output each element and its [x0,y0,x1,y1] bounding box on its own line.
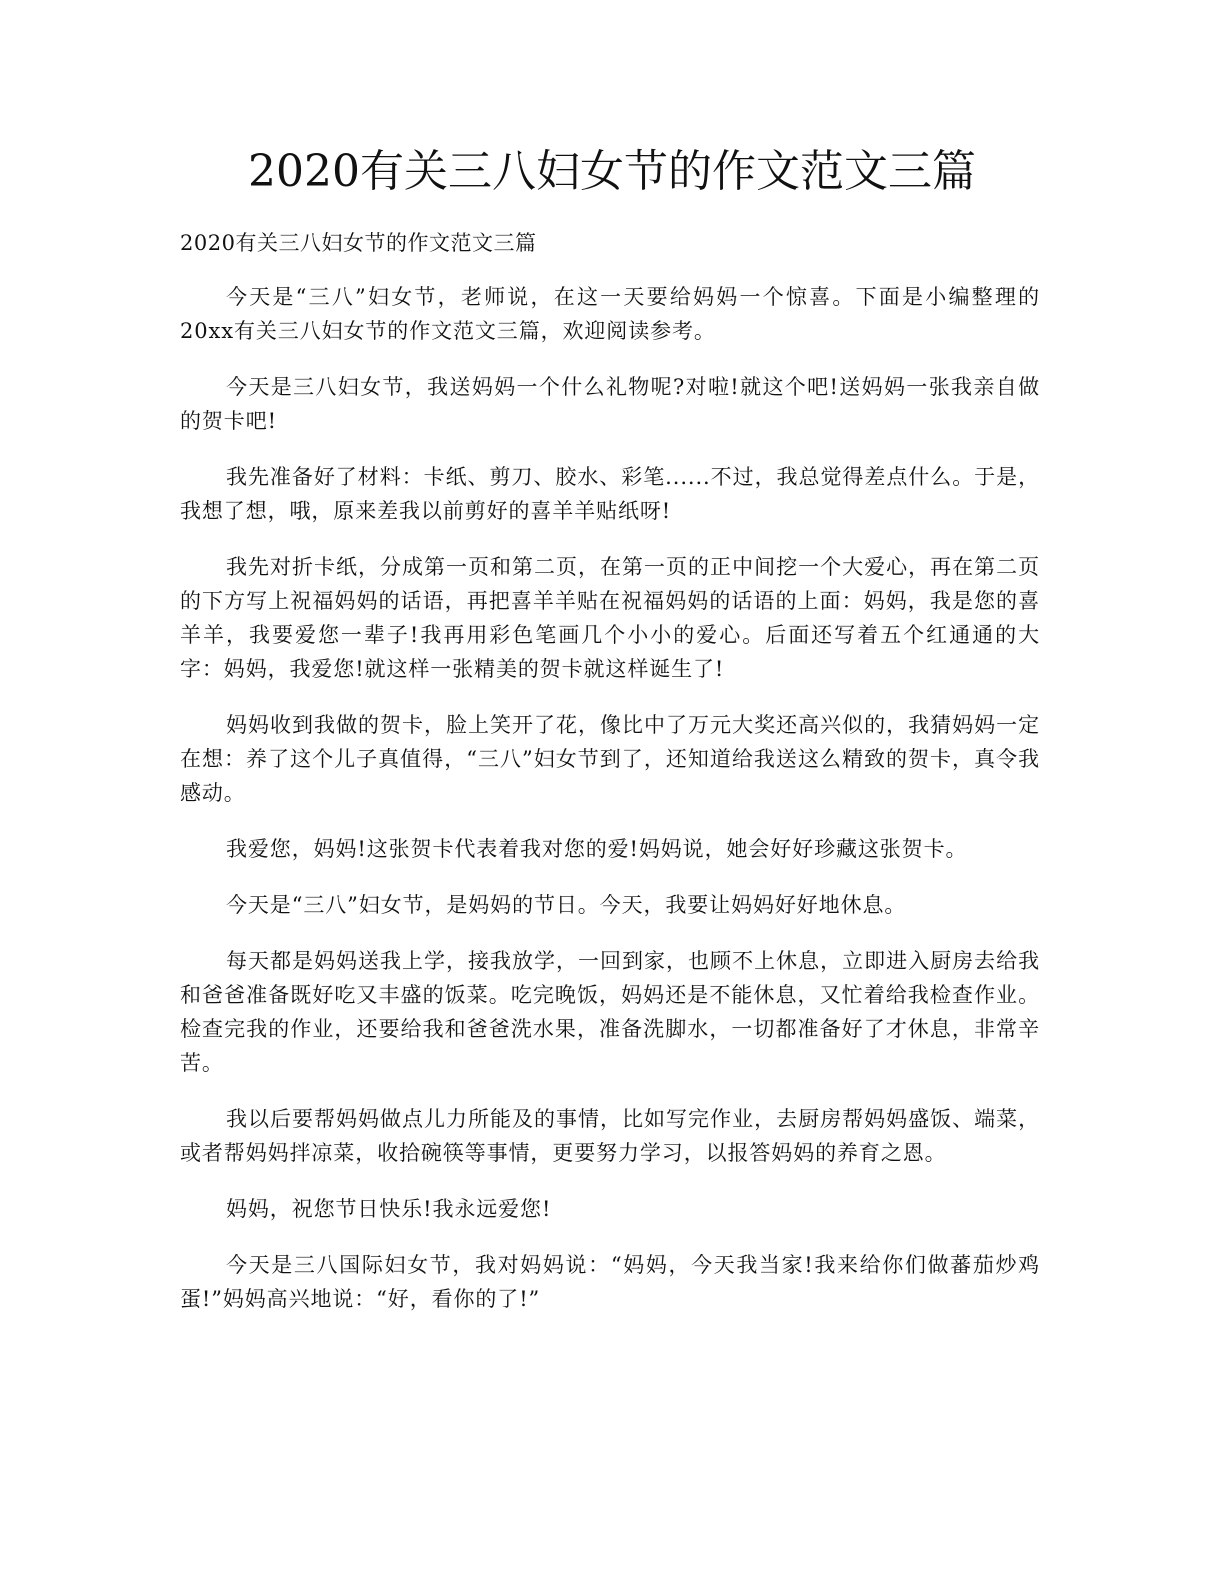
document-title: 2020有关三八妇女节的作文范文三篇 [248,146,976,197]
paragraph: 今天是三八国际妇女节，我对妈妈说：“妈妈，今天我当家!我来给你们做蕃茄炒鸡蛋!”妈妈高兴地说：“好，看你的了!” [180,1253,1040,1311]
paragraph: 今天是三八妇女节，我送妈妈一个什么礼物呢?对啦!就这个吧!送妈妈一张我亲自做的贺卡吧! [180,375,1040,433]
paragraph: 妈妈，祝您节日快乐!我永远爱您! [226,1197,552,1221]
paragraph: 我先对折卡纸，分成第一页和第二页，在第一页的正中间挖一个大爱心，再在第二页的下方写上祝福妈妈的话语，再把喜羊羊贴在祝福妈妈的话语的上面：妈妈，我是您的喜羊羊，我要爱您一辈子!我再用彩色笔画几个小小的爱心。后面还写着五个红通通的大字：妈妈，我爱您!就这样一张精美的贺卡就这样诞生了! [180,555,1040,681]
paragraph: 我以后要帮妈妈做点儿力所能及的事情，比如写完作业，去厨房帮妈妈盛饭、端菜，或者帮妈妈拌凉菜，收拾碗筷等事情，更要努力学习，以报答妈妈的养育之恩。 [180,1107,1040,1165]
paragraph: 妈妈收到我做的贺卡，脸上笑开了花，像比中了万元大奖还高兴似的，我猜妈妈一定在想：养了这个儿子真值得，“三八”妇女节到了，还知道给我送这么精致的贺卡，真令我感动。 [180,713,1040,805]
paragraph: 今天是“三八”妇女节，是妈妈的节日。今天，我要让妈妈好好地休息。 [226,893,907,917]
paragraph: 今天是“三八”妇女节，老师说，在这一天要给妈妈一个惊喜。下面是小编整理的20xx有关三八妇女节的作文范文三篇，欢迎阅读参考。 [180,285,1040,343]
document-subtitle: 2020有关三八妇女节的作文范文三篇 [180,231,537,255]
paragraph: 每天都是妈妈送我上学，接我放学，一回到家，也顾不上休息，立即进入厨房去给我和爸爸准备既好吃又丰盛的饭菜。吃完晚饭，妈妈还是不能休息，又忙着给我检查作业。检查完我的作业，还要给我和爸爸洗水果，准备洗脚水，一切都准备好了才休息，非常辛苦。 [180,949,1040,1075]
paragraph: 我爱您，妈妈!这张贺卡代表着我对您的爱!妈妈说，她会好好珍藏这张贺卡。 [226,837,968,861]
document-body [180,226,1040,1338]
paragraph: 我先准备好了材料：卡纸、剪刀、胶水、彩笔......不过，我总觉得差点什么。于是，我想了想，哦，原来差我以前剪好的喜羊羊贴纸呀! [180,465,1040,523]
